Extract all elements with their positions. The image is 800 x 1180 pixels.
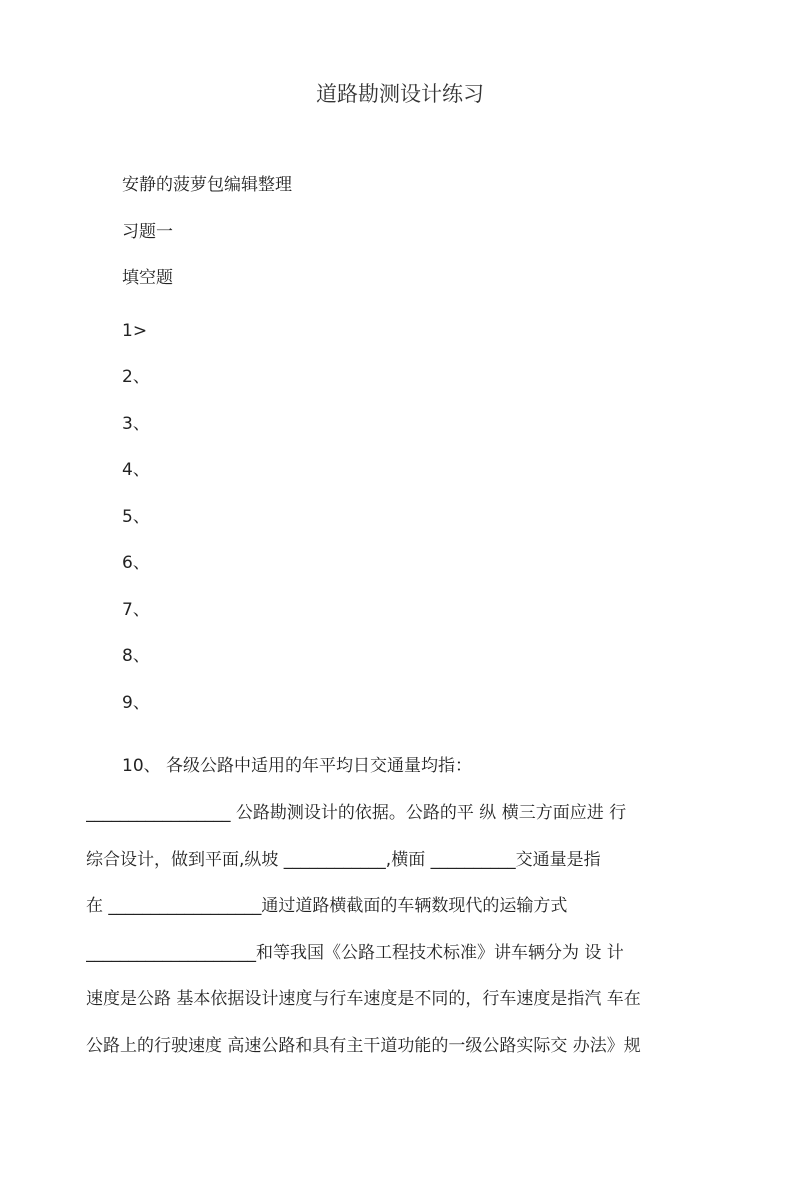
paragraph-line: 速度是公路 基本依据设计速度与行车速度是不同的，行车速度是指汽 车在: [86, 989, 641, 1009]
list-item: 5、: [122, 507, 150, 527]
list-item: 2、: [122, 367, 150, 387]
section-heading: 填空题: [122, 268, 173, 288]
document-title: 道路勘测设计练习: [316, 82, 484, 106]
list-item: 1>: [122, 321, 148, 341]
paragraph-line: 在 __________________通过道路横截面的车辆数现代的运输方式: [86, 896, 568, 916]
exercise-heading: 习题一: [122, 222, 173, 242]
question-10: 10、 各级公路中适用的年平均日交通量均指：: [122, 756, 473, 776]
list-item: 7、: [122, 600, 150, 620]
paragraph-line: ____________________和等我国《公路工程技术标准》讲车辆分为 设 计: [86, 943, 624, 963]
paragraph-line: 综合设计，做到平面,纵坡 ____________,横面 __________交通量是指: [86, 850, 601, 870]
paragraph-line: _________________ 公路勘测设计的依据。公路的平 纵 横三方面应进 行: [86, 803, 627, 823]
editor-credit: 安静的菠萝包编辑整理: [122, 175, 292, 195]
list-item: 6、: [122, 553, 150, 573]
list-item: 3、: [122, 414, 150, 434]
list-item: 9、: [122, 693, 150, 713]
list-item: 8、: [122, 646, 150, 666]
list-item: 4、: [122, 460, 150, 480]
paragraph-line: 公路上的行驶速度 高速公路和具有主干道功能的一级公路实际交 办法》规: [86, 1036, 641, 1056]
